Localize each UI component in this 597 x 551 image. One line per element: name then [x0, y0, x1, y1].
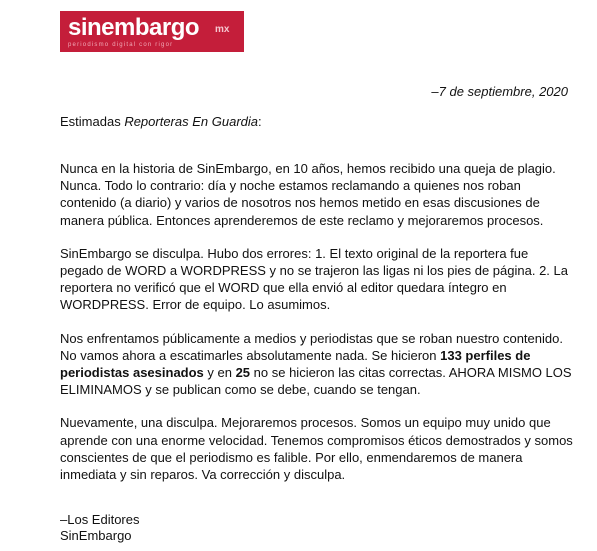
- signoff-editors: –Los Editores: [60, 512, 140, 527]
- salutation-prefix: Estimadas: [60, 114, 125, 129]
- profiles-count-emphasis: 133 perfiles de periodistas asesinados: [60, 347, 531, 381]
- sinembargo-logo: [60, 11, 244, 52]
- salutation-suffix: :: [258, 114, 262, 129]
- paragraph-2: SinEmbargo se disculpa. Hubo dos errores: 1. El texto original de la reportera fue pegado de WORD a WORDPRESS y no se trajeron las ligas ni los pies de página. 2. La reportera no verificó que el WORD que ella envió al editor quedara íntegro en WORDPRESS. Error de equipo. Lo asumimos.: [60, 245, 568, 313]
- signoff: [60, 512, 140, 544]
- paragraph-4: Nuevamente, una disculpa. Mejoraremos procesos. Somos un equipo muy unido que aprende con una enorme velocidad. Tenemos compromisos éticos demostrados y somos conscientes de que el periodismo es falible. Por ello, enmendaremos de manera inmediata y sin reparos. Va corrección y disculpa.: [60, 415, 573, 483]
- logo-wordmark: sinembargo: [68, 14, 200, 41]
- salutation: [60, 114, 262, 130]
- paragraph-3: [60, 330, 575, 399]
- logo-tagline: periodismo digital con rigor: [68, 42, 174, 48]
- paragraph-3-part-a: Nos enfrentamos públicamente a medios y periodistas que se roban nuestro contenido. No vamos ahora a escatimarles absolutamente nada. Se hicieron: [60, 330, 563, 363]
- incorrect-citations-count: 25: [235, 365, 251, 381]
- salutation-name: Reporteras En Guardia: [124, 114, 258, 129]
- letter-body: [60, 160, 575, 499]
- paragraph-3-part-c: y en: [203, 365, 236, 381]
- logo-suffix: mx: [215, 24, 230, 35]
- signoff-organization: SinEmbargo: [60, 528, 132, 543]
- paragraph-1: Nunca en la historia de SinEmbargo, en 10 años, hemos recibido una queja de plagio. Nunca. Todo lo contrario: día y noche estamos reclamando a quienes nos roban contenido (a diario) y varios de nosotros nos hemos metido en esas discusiones de manera pública. Entonces aprenderemos de este reclamo y mejoraremos procesos.: [60, 161, 556, 228]
- paragraph-3-part-e: no se hicieron las citas correctas. AHORA MISMO LOS ELIMINAMOS y se publican como se debe, cuando se tengan.: [60, 365, 572, 398]
- letter-date: –7 de septiembre, 2020: [431, 84, 568, 99]
